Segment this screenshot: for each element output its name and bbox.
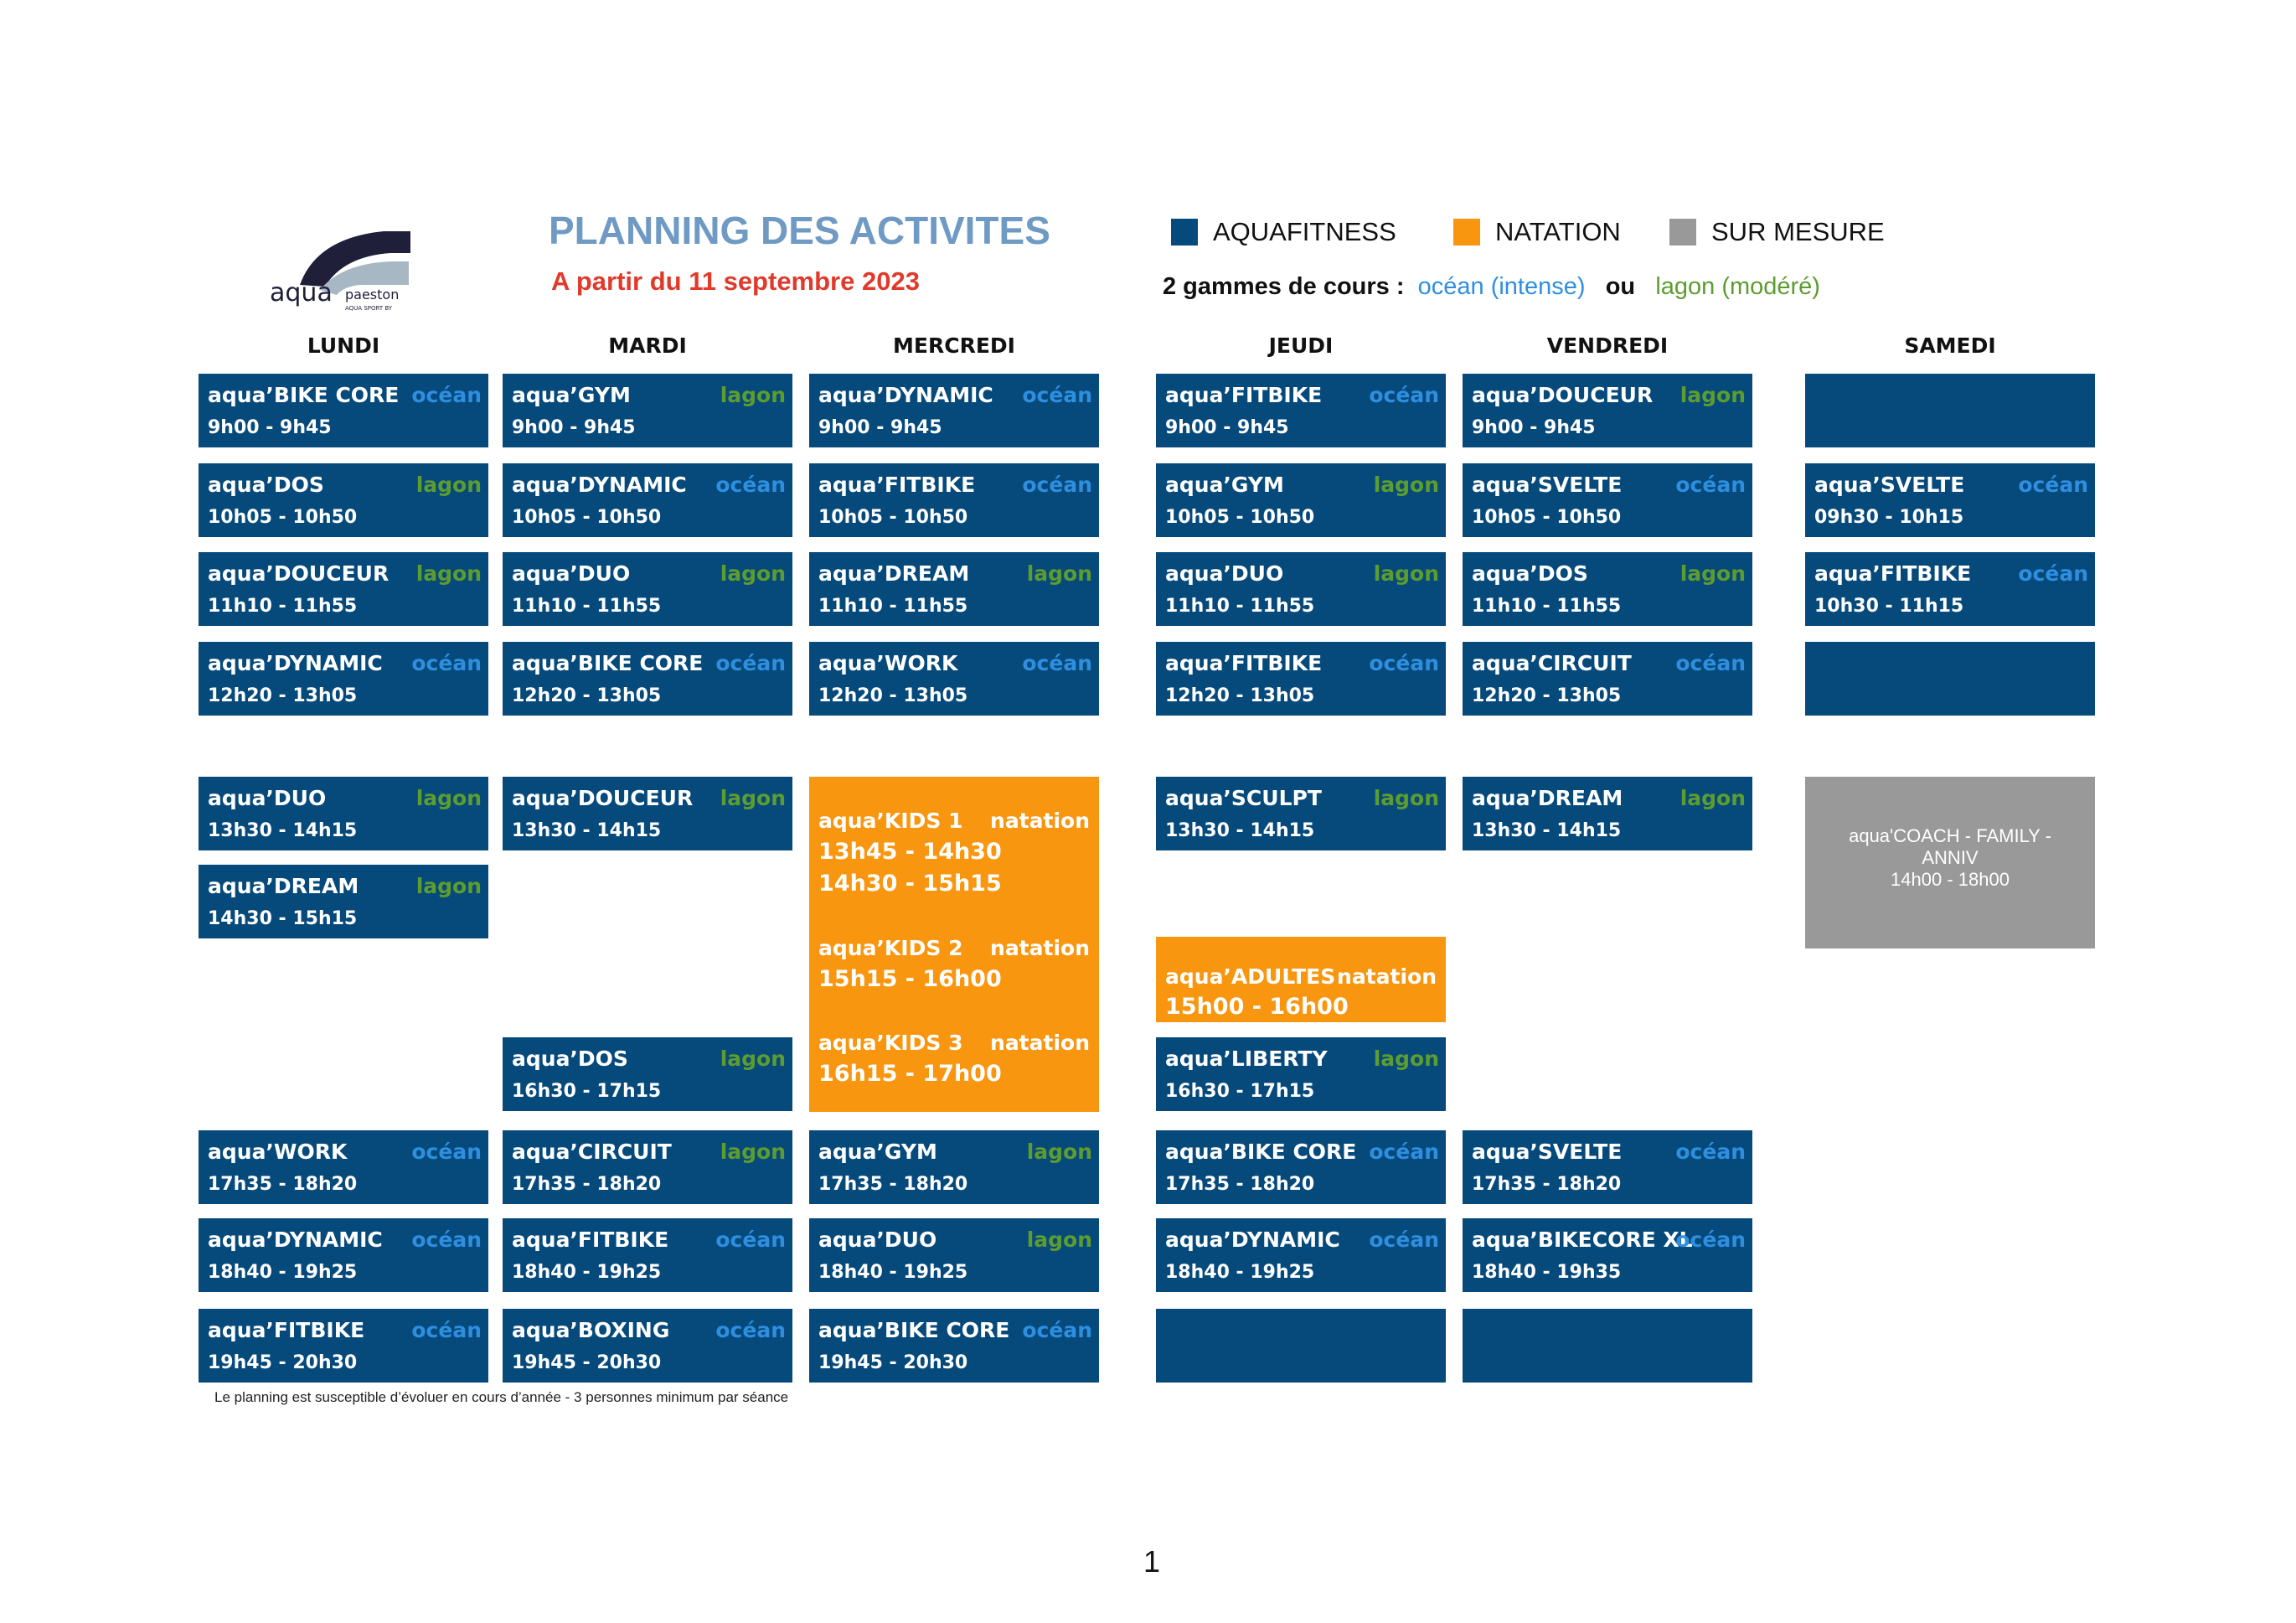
class-tag: lagon: [1679, 561, 1746, 586]
class-name: aqua’FITBIKE: [208, 1318, 365, 1342]
day-header-lundi: LUNDI: [307, 333, 380, 358]
class-card: [1156, 374, 1446, 447]
day-header-samedi: SAMEDI: [1904, 333, 1996, 358]
class-name: aqua’WORK: [208, 1140, 348, 1164]
class-card: [199, 1309, 488, 1383]
class-tag: océan: [715, 1318, 786, 1342]
class-name: aqua’FITBIKE: [818, 473, 976, 497]
class-name: aqua’CIRCUIT: [512, 1140, 672, 1164]
class-card: [503, 463, 792, 537]
class-card: [1805, 463, 2095, 537]
class-time: 18h40 - 19h25: [208, 1262, 358, 1283]
class-tag: océan: [411, 1318, 482, 1342]
class-name: aqua’DOUCEUR: [1472, 383, 1654, 407]
class-tag: lagon: [415, 473, 482, 497]
class-tag: natation: [1337, 964, 1437, 989]
class-time: 9h00 - 9h45: [208, 417, 332, 438]
class-time: 14h30 - 15h15: [818, 871, 1002, 897]
class-card: [1156, 1130, 1446, 1204]
class-name: aqua’GYM: [512, 383, 631, 407]
class-time: 13h30 - 14h15: [1165, 820, 1315, 841]
legend-natation: [1453, 218, 1621, 246]
class-name: aqua’DREAM: [1472, 786, 1623, 810]
class-name: aqua’SVELTE: [1472, 1140, 1623, 1164]
class-card: [503, 1309, 792, 1383]
class-time: 18h40 - 19h25: [512, 1262, 662, 1283]
class-card: [809, 642, 1099, 716]
logo-small: AQUA SPORT BY: [345, 305, 393, 312]
class-tag: océan: [2018, 561, 2088, 586]
class-time: 12h20 - 13h05: [1165, 685, 1315, 706]
class-time: 17h35 - 18h20: [818, 1174, 968, 1195]
class-time: 17h35 - 18h20: [1472, 1174, 1622, 1195]
day-header-mardi: MARDI: [608, 333, 687, 358]
class-tag: océan: [1022, 1318, 1092, 1342]
class-time: 10h30 - 11h15: [1814, 596, 1964, 617]
class-tag: océan: [1675, 1140, 1746, 1164]
class-time: 19h45 - 20h30: [818, 1352, 968, 1373]
natation-swatch: [1453, 219, 1480, 246]
class-name: aqua’DYNAMIC: [208, 651, 383, 675]
class-tag: lagon: [1373, 473, 1439, 497]
class-name: aqua’BIKE CORE: [208, 383, 400, 407]
class-card: [1463, 1218, 1752, 1292]
class-card: [1463, 642, 1752, 716]
class-card: [503, 374, 792, 447]
aqua-logo: [266, 220, 417, 318]
class-card: [199, 642, 488, 716]
empty-slot: [1463, 1309, 1752, 1383]
class-time: 13h30 - 14h15: [208, 820, 358, 841]
class-tag: natation: [990, 1031, 1090, 1055]
class-time: 18h40 - 19h25: [818, 1262, 968, 1283]
class-name: aqua’SVELTE: [1472, 473, 1623, 497]
class-tag: océan: [1369, 1228, 1439, 1252]
class-card: [199, 374, 488, 447]
aquafitness-swatch: [1171, 219, 1198, 246]
class-card: [199, 1218, 488, 1292]
class-card: [503, 642, 792, 716]
class-card: [1156, 1218, 1446, 1292]
class-name: aqua’DOS: [1472, 561, 1588, 586]
class-name: aqua’BIKE CORE: [1165, 1140, 1357, 1164]
page-subtitle: A partir du 11 septembre 2023: [551, 266, 920, 296]
class-name: aqua’FITBIKE: [1165, 383, 1323, 407]
class-tag: océan: [715, 1228, 786, 1252]
class-time: 13h30 - 14h15: [512, 820, 662, 841]
legend-sur-mesure: [1669, 218, 1885, 246]
class-tag: lagon: [415, 874, 482, 898]
class-name: aqua’BOXING: [512, 1318, 670, 1342]
class-name: aqua’DOUCEUR: [512, 786, 694, 810]
class-tag: océan: [715, 473, 786, 497]
class-name: aqua’DUO: [818, 1228, 937, 1252]
coach-line1: aqua'COACH - FAMILY -: [1849, 825, 2051, 846]
logo-subtext: paeston: [345, 287, 400, 302]
class-time: 12h20 - 13h05: [1472, 685, 1622, 706]
class-time: 15h00 - 16h00: [1165, 994, 1349, 1020]
class-name: aqua’BIKECORE XL: [1472, 1228, 1693, 1252]
gamme-ocean: océan (intense): [1417, 273, 1586, 300]
class-tag: océan: [2018, 473, 2088, 497]
class-tag: lagon: [720, 1047, 786, 1071]
class-tag: lagon: [1679, 383, 1746, 407]
class-card: [809, 552, 1099, 626]
class-time: 11h10 - 11h55: [818, 596, 968, 617]
class-time: 10h05 - 10h50: [818, 507, 968, 528]
class-name: aqua’DYNAMIC: [818, 383, 993, 407]
class-name: aqua’FITBIKE: [512, 1228, 669, 1252]
class-card: [1463, 463, 1752, 537]
sur-mesure-block: [1805, 777, 2095, 948]
class-time: 18h40 - 19h25: [1165, 1262, 1315, 1283]
class-tag: lagon: [720, 561, 786, 586]
coach-line2: ANNIV: [1922, 847, 1979, 868]
class-time: 12h20 - 13h05: [818, 685, 968, 706]
class-tag: océan: [1675, 1228, 1746, 1252]
gammes-separator: ou: [1605, 273, 1636, 300]
gamme-lagon: lagon (modéré): [1655, 273, 1820, 300]
class-name: aqua’DOUCEUR: [208, 561, 390, 586]
class-tag: lagon: [720, 1140, 786, 1164]
class-tag: lagon: [415, 561, 482, 586]
class-name: aqua’GYM: [1165, 473, 1284, 497]
class-card: [503, 552, 792, 626]
class-card: [199, 865, 488, 938]
class-name: aqua’WORK: [818, 651, 958, 675]
class-tag: océan: [1369, 383, 1439, 407]
natation-kids-block: [809, 777, 1099, 1112]
class-card: [1156, 463, 1446, 537]
class-card: [809, 1218, 1099, 1292]
class-time: 11h10 - 11h55: [512, 596, 662, 617]
class-tag: océan: [1022, 383, 1092, 407]
class-tag: lagon: [1026, 1228, 1092, 1252]
class-name: aqua’LIBERTY: [1165, 1047, 1328, 1071]
class-name: aqua’GYM: [818, 1140, 937, 1164]
class-name: aqua’DUO: [208, 786, 327, 810]
class-card: [809, 1309, 1099, 1383]
class-tag: océan: [715, 651, 786, 675]
class-card: [1463, 552, 1752, 626]
class-time: 13h30 - 14h15: [1472, 820, 1622, 841]
class-time: 13h45 - 14h30: [818, 839, 1002, 865]
class-name: aqua’DYNAMIC: [1165, 1228, 1340, 1252]
class-tag: lagon: [415, 786, 482, 810]
class-card: [503, 1037, 792, 1111]
class-tag: lagon: [1026, 1140, 1092, 1164]
class-name: aqua’SCULPT: [1165, 786, 1322, 810]
class-time: 19h45 - 20h30: [512, 1352, 662, 1373]
class-time: 10h05 - 10h50: [1165, 507, 1315, 528]
class-tag: océan: [1022, 651, 1092, 675]
class-card: [809, 374, 1099, 447]
coach-time: 14h00 - 18h00: [1891, 869, 2010, 890]
class-time: 16h15 - 17h00: [818, 1061, 1002, 1087]
class-tag: lagon: [1373, 1047, 1439, 1071]
natation-adultes-block: [1156, 937, 1446, 1022]
class-time: 9h00 - 9h45: [512, 417, 636, 438]
class-tag: lagon: [1373, 786, 1439, 810]
class-time: 17h35 - 18h20: [208, 1174, 358, 1195]
class-card: [809, 463, 1099, 537]
class-card: [1156, 777, 1446, 850]
logo-wordmark: aqua: [270, 278, 333, 308]
class-name: aqua’KIDS 1: [818, 809, 963, 833]
gammes-info: [1163, 273, 1820, 301]
class-card: [1463, 777, 1752, 850]
class-tag: natation: [990, 809, 1090, 833]
class-name: aqua’DREAM: [818, 561, 970, 586]
class-time: 10h05 - 10h50: [208, 507, 358, 528]
class-tag: océan: [411, 651, 482, 675]
class-time: 9h00 - 9h45: [1472, 417, 1596, 438]
class-name: aqua’SVELTE: [1814, 473, 1965, 497]
class-tag: lagon: [1373, 561, 1439, 586]
class-name: aqua’DUO: [512, 561, 631, 586]
class-time: 19h45 - 20h30: [208, 1352, 358, 1373]
class-card: [199, 463, 488, 537]
class-tag: océan: [411, 1228, 482, 1252]
legend-aquafitness: [1171, 218, 1396, 246]
class-tag: océan: [1675, 473, 1746, 497]
class-tag: océan: [1022, 473, 1092, 497]
class-card: [199, 1130, 488, 1204]
page-title: PLANNING DES ACTIVITES: [549, 209, 1050, 252]
class-name: aqua’FITBIKE: [1165, 651, 1323, 675]
class-name: aqua’ADULTES: [1165, 964, 1336, 989]
class-tag: océan: [411, 1140, 482, 1164]
class-name: aqua’KIDS 3: [818, 1031, 963, 1055]
class-card: [503, 1130, 792, 1204]
class-name: aqua’DYNAMIC: [208, 1228, 383, 1252]
legend-label: NATATION: [1495, 217, 1621, 246]
class-tag: lagon: [720, 786, 786, 810]
class-time: 16h30 - 17h15: [1165, 1081, 1315, 1102]
class-name: aqua’BIKE CORE: [512, 651, 704, 675]
footer-note: Le planning est susceptible d’évoluer en cours d’année - 3 personnes minimum par séance: [214, 1389, 789, 1405]
class-card: [1156, 1037, 1446, 1111]
sur-mesure-swatch: [1669, 219, 1696, 246]
day-header-jeudi: JEUDI: [1268, 333, 1334, 358]
class-name: aqua’DREAM: [208, 874, 359, 898]
class-time: 10h05 - 10h50: [512, 507, 662, 528]
class-time: 11h10 - 11h55: [208, 596, 358, 617]
class-card: [1463, 1130, 1752, 1204]
class-name: aqua’DOS: [512, 1047, 628, 1071]
class-card: [199, 552, 488, 626]
class-tag: océan: [411, 383, 482, 407]
class-name: aqua’DUO: [1165, 561, 1284, 586]
class-time: 16h30 - 17h15: [512, 1081, 662, 1102]
page-number: 1: [1143, 1544, 1161, 1579]
class-tag: océan: [1369, 651, 1439, 675]
class-time: 17h35 - 18h20: [1165, 1174, 1315, 1195]
class-tag: lagon: [1026, 561, 1092, 586]
class-name: aqua’CIRCUIT: [1472, 651, 1632, 675]
legend-label: SUR MESURE: [1711, 217, 1885, 246]
class-card: [809, 1130, 1099, 1204]
class-time: 11h10 - 11h55: [1472, 596, 1622, 617]
class-time: 9h00 - 9h45: [1165, 417, 1289, 438]
class-time: 17h35 - 18h20: [512, 1174, 662, 1195]
legend-label: AQUAFITNESS: [1213, 217, 1396, 246]
class-card: [1156, 552, 1446, 626]
class-name: aqua’KIDS 2: [818, 936, 963, 960]
class-card: [503, 777, 792, 850]
class-time: 15h15 - 16h00: [818, 966, 1002, 992]
class-name: aqua’FITBIKE: [1814, 561, 1972, 586]
class-card: [503, 1218, 792, 1292]
empty-slot: [1156, 1309, 1446, 1383]
class-card: [1805, 552, 2095, 626]
class-tag: lagon: [1679, 786, 1746, 810]
class-tag: océan: [1675, 651, 1746, 675]
class-tag: océan: [1369, 1140, 1439, 1164]
empty-slot: [1805, 374, 2095, 447]
empty-slot: [1805, 642, 2095, 716]
gammes-prefix: 2 gammes de cours :: [1163, 273, 1405, 300]
class-tag: natation: [990, 936, 1090, 960]
class-name: aqua’DOS: [208, 473, 324, 497]
class-time: 12h20 - 13h05: [208, 685, 358, 706]
class-card: [199, 777, 488, 850]
class-card: [1463, 374, 1752, 447]
class-time: 12h20 - 13h05: [512, 685, 662, 706]
class-time: 11h10 - 11h55: [1165, 596, 1315, 617]
class-time: 09h30 - 10h15: [1814, 507, 1964, 528]
class-time: 9h00 - 9h45: [818, 417, 942, 438]
class-name: aqua’BIKE CORE: [818, 1318, 1010, 1342]
class-tag: lagon: [720, 383, 786, 407]
class-time: 18h40 - 19h35: [1472, 1262, 1622, 1283]
class-time: 14h30 - 15h15: [208, 908, 358, 929]
day-header-mercredi: MERCREDI: [893, 333, 1015, 358]
class-card: [1156, 642, 1446, 716]
class-time: 10h05 - 10h50: [1472, 507, 1622, 528]
class-name: aqua’DYNAMIC: [512, 473, 687, 497]
day-header-vendredi: VENDREDI: [1546, 333, 1669, 358]
